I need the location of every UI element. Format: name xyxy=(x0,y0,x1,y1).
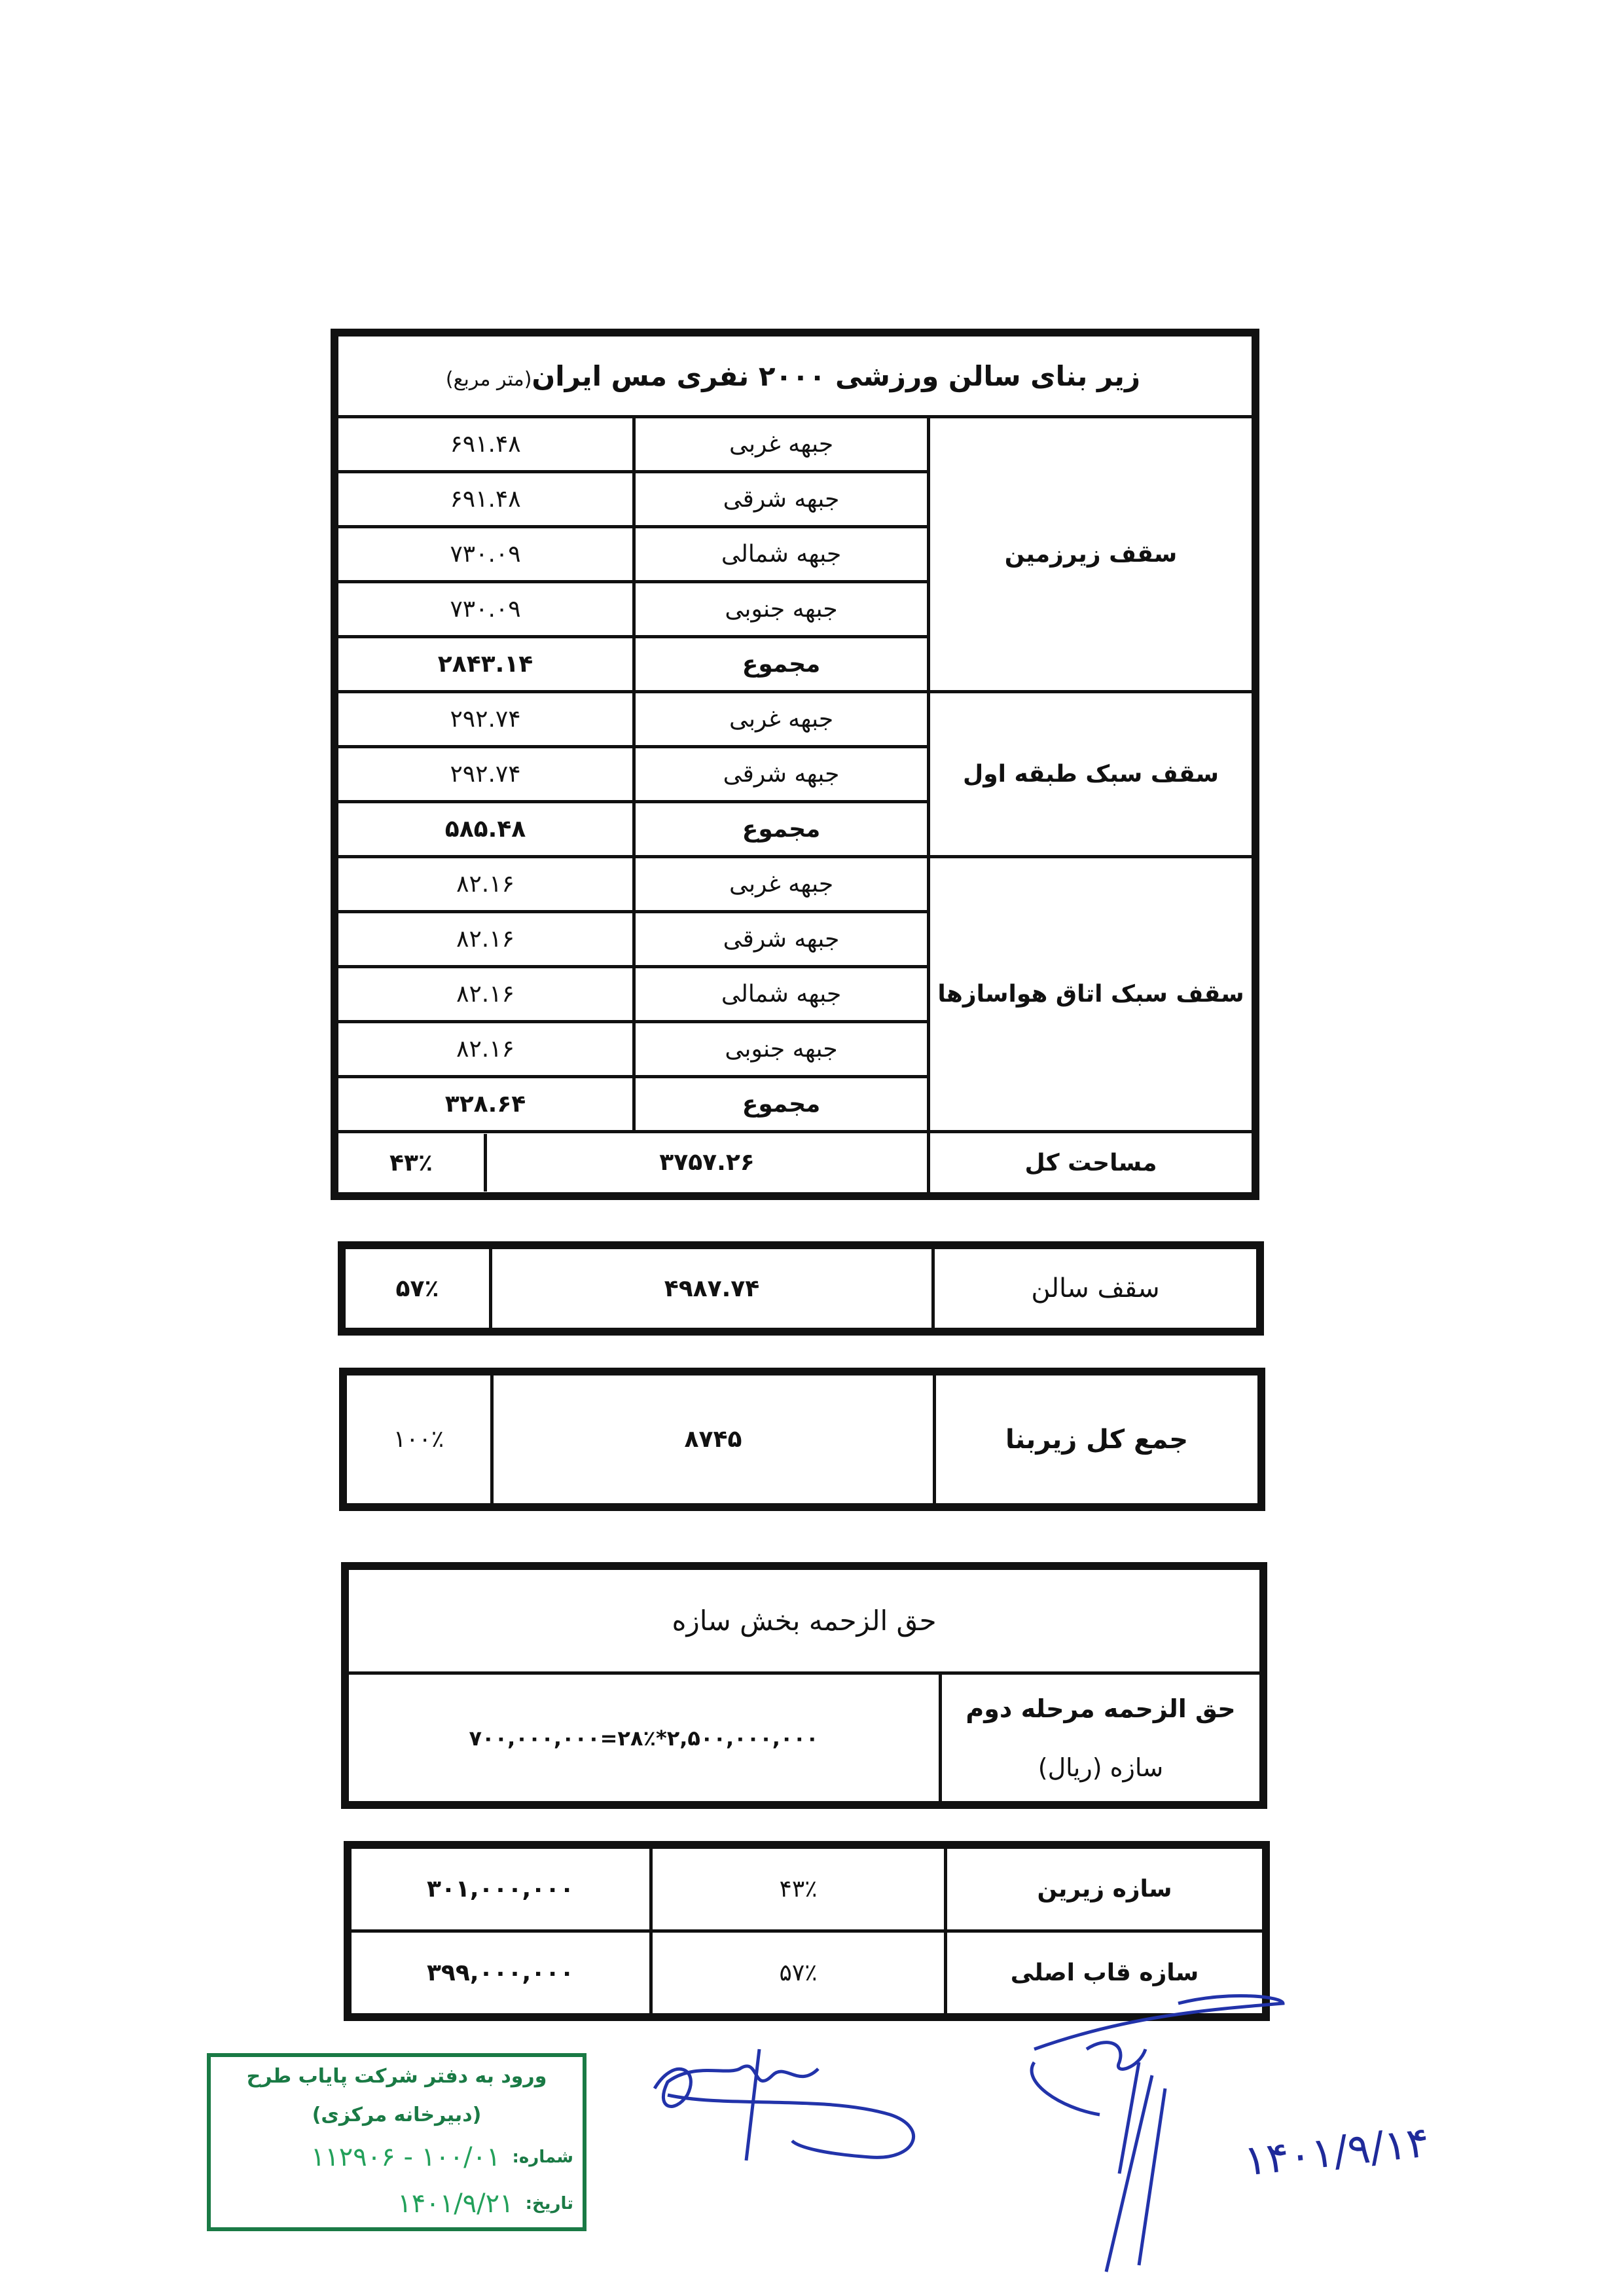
side-label: مجموع xyxy=(634,637,929,692)
stamp-number-label: شماره: xyxy=(512,2147,573,2168)
stamp-line1: ورود به دفتر شرکت پایاب طرح xyxy=(246,2065,547,2088)
side-label: جبهه غربی xyxy=(634,692,929,747)
hall-roof-table xyxy=(342,1246,1259,1331)
side-label: مجموع xyxy=(634,1077,929,1132)
total-area-label: جمع کل زیربنا xyxy=(935,1374,1259,1505)
area-value: ۷۳۰.۰۹ xyxy=(337,527,634,582)
title-text: زیر بنای سالن ورزشی ۲۰۰۰ نفری مس ایران xyxy=(532,359,1141,392)
side-label: جبهه شرقی xyxy=(634,472,929,527)
area-value: ۲۹۲.۷۴ xyxy=(337,692,634,747)
total-percent: ۴۳٪ xyxy=(389,1149,433,1176)
side-label: جبهه جنوبی xyxy=(634,1022,929,1077)
stamp-number-row xyxy=(220,2140,573,2174)
structure-label: سازه قاب اصلی xyxy=(946,1931,1264,2015)
side-label: جبهه جنوبی xyxy=(634,582,929,637)
area-value: ۷۳۰.۰۹ xyxy=(337,582,634,637)
total-area-table xyxy=(344,1372,1261,1506)
hall-roof-label: سقف سالن xyxy=(933,1248,1258,1330)
area-value: ۲۸۴۳.۱۴ xyxy=(337,637,634,692)
area-value: ۸۲.۱۶ xyxy=(337,912,634,967)
total-value: ۳۷۵۷.۲۶ xyxy=(484,1134,927,1192)
side-label: جبهه غربی xyxy=(634,857,929,912)
structure-percent: ۴۳٪ xyxy=(651,1848,946,1931)
hall-roof-value: ۴۹۸۷.۷۴ xyxy=(491,1248,933,1330)
table-row xyxy=(337,692,1254,747)
area-value: ۸۲.۱۶ xyxy=(337,967,634,1022)
area-value: ۶۹۱.۴۸ xyxy=(337,417,634,472)
group-label: سقف سبک طبقه اول xyxy=(929,692,1254,857)
area-value: ۶۹۱.۴۸ xyxy=(337,472,634,527)
table-row xyxy=(337,857,1254,912)
table-title xyxy=(337,335,1254,417)
structure-amount: ۳۹۹,۰۰۰,۰۰۰ xyxy=(350,1931,651,2015)
signature-2 xyxy=(1008,1977,1296,2291)
area-value: ۸۲.۱۶ xyxy=(337,1022,634,1077)
fee-formula: ۲,۵۰۰,۰۰۰,۰۰۰*۲۸٪=۷۰۰,۰۰۰,۰۰۰ xyxy=(348,1673,941,1803)
unit-text: (متر مربع) xyxy=(445,367,532,391)
total-area-percent: ۱۰۰٪ xyxy=(346,1374,492,1505)
structure-amount: ۳۰۱,۰۰۰,۰۰۰ xyxy=(350,1848,651,1931)
fee-table xyxy=(346,1567,1263,1804)
side-label: جبهه شمالی xyxy=(634,967,929,1022)
group-label: سقف زیرزمین xyxy=(929,417,1254,692)
fee-label-line2: سازه (ریال) xyxy=(1038,1753,1164,1782)
total-row xyxy=(337,1132,1254,1194)
stamp-number: ۱۰۰/۰۱ - ۱۱۲۹۰۶ xyxy=(310,2142,501,2173)
structure-percent: ۵۷٪ xyxy=(651,1931,946,2015)
table-row xyxy=(337,417,1254,472)
structure-label: سازه زیرین xyxy=(946,1848,1264,1931)
table-row xyxy=(350,1848,1264,1931)
stamp-line2: (دبیرخانه مرکزی) xyxy=(312,2103,482,2126)
stamp-date-row xyxy=(220,2187,573,2221)
fee-title: حق الزحمه بخش سازه xyxy=(348,1569,1261,1673)
fee-label-line1: حق الزحمه مرحله دوم xyxy=(965,1694,1236,1723)
area-value: ۳۲۸.۶۴ xyxy=(337,1077,634,1132)
fee-label xyxy=(941,1673,1261,1803)
area-table xyxy=(335,333,1255,1195)
total-label: مساحت کل xyxy=(929,1132,1254,1194)
handwritten-date: ۱۴۰۱/۹/۱۴ xyxy=(1241,2118,1432,2186)
stamp-date-label: تاریخ: xyxy=(525,2193,573,2214)
area-value: ۵۸۵.۴۸ xyxy=(337,802,634,857)
side-label: جبهه شرقی xyxy=(634,747,929,802)
signature-1 xyxy=(628,2016,943,2174)
area-value: ۸۲.۱۶ xyxy=(337,857,634,912)
total-area-value: ۸۷۴۵ xyxy=(492,1374,935,1505)
group-label: سقف سبک اتاق هواسازها xyxy=(929,857,1254,1132)
total-cell xyxy=(337,1132,929,1194)
area-value: ۲۹۲.۷۴ xyxy=(337,747,634,802)
stamp-date: ۱۴۰۱/۹/۲۱ xyxy=(397,2188,514,2219)
side-label: جبهه شرقی xyxy=(634,912,929,967)
side-label: جبهه غربی xyxy=(634,417,929,472)
office-stamp xyxy=(207,2053,586,2231)
side-label: جبهه شمالی xyxy=(634,527,929,582)
side-label: مجموع xyxy=(634,802,929,857)
hall-roof-percent: ۵۷٪ xyxy=(344,1248,491,1330)
